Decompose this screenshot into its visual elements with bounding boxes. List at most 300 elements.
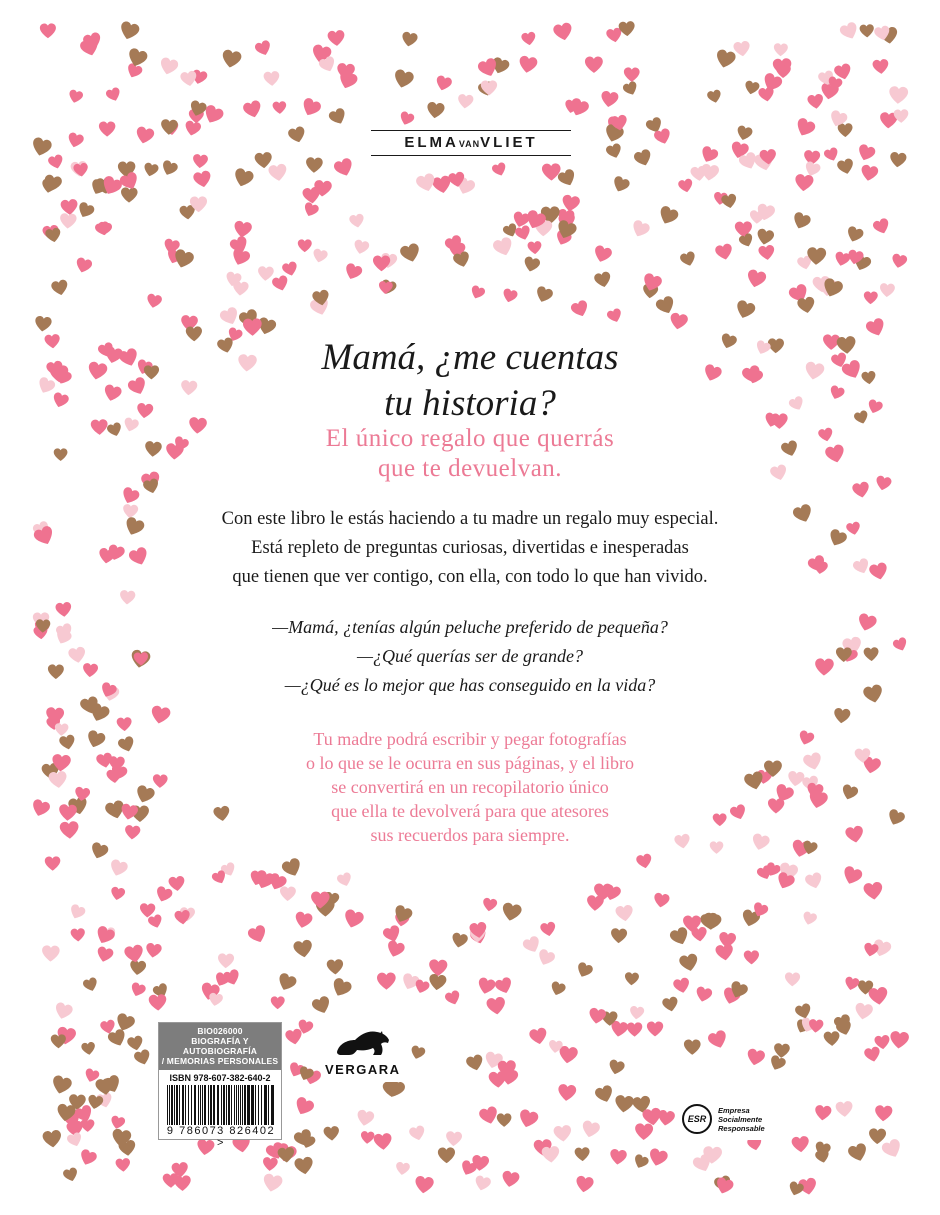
heart-icon: [284, 1028, 305, 1047]
heart-icon: [291, 939, 314, 960]
heart-icon: [552, 1124, 573, 1144]
heart-icon: [868, 1127, 887, 1145]
heart-icon: [207, 992, 224, 1008]
heart-icon: [793, 115, 819, 140]
heart-icon: [189, 196, 208, 213]
heart-icon: [58, 733, 78, 751]
heart-icon: [623, 67, 641, 83]
heart-icon: [118, 802, 139, 822]
heart-icon: [270, 996, 286, 1010]
heart-icon: [706, 1028, 731, 1052]
heart-icon: [144, 441, 164, 459]
heart-icon: [626, 1022, 643, 1038]
question-item: —¿Qué es lo mejor que has conseguido en la vida?: [284, 675, 656, 695]
heart-icon: [861, 683, 886, 706]
esr-logo: [680, 1100, 790, 1140]
heart-icon: [341, 908, 366, 932]
heart-icon: [372, 1133, 393, 1152]
barcode-digits: 9 786073 826402 >: [166, 1125, 276, 1149]
heart-icon: [246, 923, 271, 947]
author-connector: VAN: [458, 139, 481, 149]
heart-icon: [128, 981, 148, 1000]
heart-icon: [779, 439, 801, 460]
esr-badge-icon: ESR: [682, 1104, 712, 1134]
barcode-bar: [213, 1085, 215, 1125]
barcode-bar: [198, 1085, 199, 1125]
heart-icon: [58, 212, 77, 230]
heart-icon: [709, 841, 724, 855]
heart-icon: [291, 1095, 317, 1120]
heart-icon: [500, 901, 524, 924]
barcode-bar: [204, 1085, 206, 1125]
heart-icon: [162, 237, 182, 256]
heart-icon: [292, 910, 314, 931]
heart-icon: [70, 928, 87, 943]
heart-icon: [862, 881, 885, 902]
heart-icon: [52, 1001, 75, 1022]
barcode-bar: [261, 1085, 262, 1125]
heart-icon: [279, 885, 297, 901]
esr-label: [718, 1106, 790, 1133]
heart-icon: [144, 941, 163, 959]
heart-icon: [171, 1161, 190, 1179]
heart-icon: [805, 782, 825, 801]
heart-icon: [133, 652, 149, 667]
author-last: VLIET: [480, 134, 538, 151]
barcode-bar: [251, 1085, 254, 1125]
heart-icon: [450, 931, 470, 950]
heart-icon: [272, 101, 288, 116]
barcode-bar: [176, 1085, 178, 1125]
heart-icon: [359, 1131, 375, 1146]
category-band: [159, 1023, 281, 1070]
heart-icon: [758, 148, 778, 166]
heart-icon: [879, 282, 897, 298]
barcode-bar: [200, 1085, 201, 1125]
heart-icon: [348, 212, 366, 229]
heart-icon: [573, 1146, 590, 1162]
author-name: [371, 134, 571, 153]
heart-icon: [491, 161, 510, 179]
heart-icon: [683, 1039, 702, 1056]
heart-icon: [191, 169, 213, 190]
heart-icon: [548, 980, 567, 998]
brand-bottom-rule: [371, 155, 571, 156]
heart-icon: [77, 37, 101, 60]
heart-icon: [728, 803, 749, 823]
barcode-bar: [240, 1085, 241, 1125]
heart-icon: [116, 735, 138, 755]
heart-icon: [521, 255, 542, 274]
barcode-bar: [223, 1085, 225, 1125]
heart-icon: [397, 110, 416, 128]
heart-icon: [718, 332, 739, 352]
barcode-bar: [194, 1085, 196, 1125]
heart-icon: [487, 1070, 508, 1089]
heart-icon: [217, 305, 242, 329]
heart-icon: [541, 1145, 562, 1164]
heart-icon: [500, 287, 519, 305]
heart-icon: [286, 125, 308, 146]
heart-icon: [219, 48, 243, 70]
sample-questions: [230, 613, 710, 700]
barcode-bar: [171, 1085, 173, 1125]
heart-icon: [744, 268, 768, 291]
heart-icon: [493, 975, 515, 996]
heart-icon: [796, 296, 818, 316]
heart-icon: [413, 1175, 435, 1196]
heart-icon: [341, 262, 364, 284]
heart-icon: [773, 43, 789, 58]
heart-icon: [43, 334, 61, 351]
heart-icon: [275, 971, 300, 995]
heart-icon: [677, 952, 701, 974]
heart-icon: [101, 382, 124, 403]
barcode-bar: [167, 1085, 168, 1125]
heart-icon: [762, 411, 782, 429]
heart-icon: [806, 93, 825, 111]
heart-icon: [301, 201, 321, 220]
heart-icon: [143, 365, 160, 380]
barcode-bar: [188, 1085, 189, 1125]
heart-icon: [599, 90, 620, 110]
heart-icon: [713, 48, 738, 71]
heart-icon: [297, 239, 313, 253]
heart-icon: [538, 921, 557, 939]
heart-icon: [628, 218, 652, 241]
barcode-bar: [217, 1085, 219, 1125]
heart-icon: [823, 443, 848, 466]
barcode-bar: [226, 1085, 227, 1125]
heart-icon: [608, 1148, 628, 1167]
heart-icon: [298, 95, 323, 119]
heart-icon: [757, 86, 776, 104]
barcode-bar: [258, 1085, 259, 1125]
heart-icon: [391, 68, 416, 92]
heart-icon: [97, 546, 117, 565]
barcode-bar: [264, 1085, 267, 1125]
heart-icon: [593, 1083, 617, 1105]
heart-icon: [671, 976, 692, 995]
heart-icon: [147, 994, 168, 1013]
heart-icon: [557, 1083, 579, 1103]
heart-icon: [231, 166, 256, 190]
heart-icon: [646, 1021, 664, 1037]
subtitle-line-1: El único regalo que querrás: [325, 425, 615, 452]
heart-icon: [355, 1109, 376, 1129]
heart-icon: [115, 717, 132, 733]
barcode-bar: [234, 1085, 235, 1125]
barcode-bar: [238, 1085, 239, 1125]
heart-icon: [65, 131, 85, 150]
heart-icon: [515, 1107, 540, 1130]
heart-icon: [34, 618, 51, 633]
heart-icon: [121, 515, 147, 539]
heart-icon: [464, 1052, 486, 1073]
heart-icon: [801, 751, 825, 773]
barcode-bar: [236, 1085, 237, 1125]
heart-icon: [117, 1139, 137, 1158]
jaguar-icon: [333, 1022, 393, 1060]
subtitle-line-2: que te devuelvan.: [377, 455, 563, 482]
heart-icon: [803, 871, 825, 892]
heart-icon: [322, 1125, 340, 1142]
heart-icon: [468, 921, 489, 940]
heart-icon: [50, 279, 71, 298]
heart-icon: [372, 255, 391, 272]
heart-icon: [443, 989, 463, 1008]
heart-icon: [73, 786, 92, 803]
barcode-bar: [210, 1085, 212, 1125]
heart-icon: [126, 545, 151, 569]
heart-icon: [425, 101, 446, 121]
heart-icon: [90, 418, 109, 436]
heart-icon: [889, 252, 908, 270]
heart-icon: [604, 142, 624, 161]
barcode-bar: [185, 1085, 186, 1125]
heart-icon: [407, 1124, 427, 1143]
heart-icon: [109, 886, 127, 903]
esr-label-line: Socialmente: [718, 1115, 763, 1124]
heart-icon: [39, 23, 57, 39]
heart-icon: [77, 1148, 99, 1169]
heart-icon: [49, 1034, 66, 1049]
question-item: —¿Qué querías ser de grande?: [357, 646, 583, 666]
closing-line: sus recuerdos para siempre.: [370, 825, 570, 845]
heart-icon: [859, 163, 880, 183]
barcode-bar: [221, 1085, 222, 1125]
heart-icon: [179, 380, 198, 398]
heart-icon: [378, 280, 394, 295]
book-subtitle: [220, 424, 720, 484]
heart-icon: [668, 311, 690, 332]
heart-icon: [579, 1119, 602, 1140]
heart-icon: [634, 1122, 655, 1141]
heart-icon: [148, 704, 172, 726]
heart-icon: [159, 119, 178, 137]
heart-icon: [304, 156, 323, 173]
heart-icon: [437, 1147, 456, 1165]
heart-icon: [332, 156, 357, 180]
heart-icon: [468, 283, 487, 301]
heart-icon: [835, 336, 858, 357]
heart-icon: [480, 80, 498, 97]
heart-icon: [660, 996, 680, 1014]
heart-icon: [854, 747, 872, 764]
heart-icon: [326, 106, 349, 128]
closing-paragraph: [230, 727, 710, 847]
heart-icon: [152, 774, 169, 789]
heart-icon: [837, 20, 861, 43]
heart-icon: [806, 246, 828, 266]
heart-icon: [871, 58, 890, 76]
category-code: BIO026000: [197, 1026, 243, 1036]
heart-icon: [605, 307, 625, 326]
heart-icon: [472, 1174, 492, 1193]
heart-icon: [655, 1108, 676, 1127]
heart-icon: [610, 174, 632, 195]
publisher-name: VERGARA: [325, 1062, 401, 1077]
heart-icon: [787, 770, 807, 788]
heart-icon: [867, 986, 890, 1007]
heart-icon: [682, 915, 702, 933]
heart-icon: [624, 971, 640, 986]
heart-icon: [157, 56, 180, 78]
heart-icon: [547, 1039, 564, 1054]
isbn-text: ISBN 978-607-382-640-2: [169, 1073, 271, 1083]
heart-icon: [755, 202, 778, 223]
heart-icon: [50, 391, 71, 411]
heart-icon: [846, 1142, 871, 1165]
heart-icon: [791, 1135, 812, 1154]
heart-icon: [631, 147, 654, 169]
heart-icon: [541, 163, 562, 182]
title-line-2: tu historia?: [384, 383, 556, 424]
heart-icon: [53, 448, 68, 462]
heart-icon: [81, 976, 100, 994]
heart-icon: [72, 162, 90, 178]
heart-icon: [720, 192, 739, 210]
paragraph-line: Con este libro le estás haciendo a tu madre un regalo muy especial.: [221, 509, 719, 529]
heart-icon: [520, 31, 537, 47]
heart-icon: [352, 238, 371, 256]
heart-icon: [527, 240, 543, 255]
heart-icon: [814, 658, 835, 677]
heart-icon: [446, 170, 466, 189]
barcode-bar: [169, 1085, 170, 1125]
heart-icon: [827, 384, 846, 402]
heart-icon: [693, 985, 714, 1004]
heart-icon: [433, 74, 454, 93]
heart-icon: [336, 62, 357, 81]
heart-icon: [817, 426, 835, 443]
heart-icon: [496, 1113, 512, 1128]
heart-icon: [844, 824, 866, 845]
heart-icon: [310, 891, 331, 910]
esr-label-line: Empresa: [718, 1106, 750, 1115]
heart-icon: [397, 242, 423, 266]
heart-icon: [646, 1147, 670, 1170]
barcode-bar: [208, 1085, 209, 1125]
heart-icon: [400, 31, 419, 49]
closing-line: Tu madre podrá escribir y pegar fotografías: [313, 729, 627, 749]
barcode-box: [158, 1022, 282, 1149]
heart-icon: [325, 959, 344, 976]
heart-icon: [260, 1173, 284, 1196]
heart-icon: [326, 29, 346, 47]
description-paragraph: [150, 505, 790, 592]
publisher-logo: [325, 1022, 400, 1082]
heart-icon: [652, 892, 671, 910]
heart-icon: [123, 824, 141, 841]
heart-icon: [808, 1018, 825, 1034]
heart-icon: [873, 1105, 893, 1123]
heart-icon: [584, 56, 604, 74]
closing-line: que ella te devolverá para que atesores: [331, 801, 609, 821]
heart-icon: [855, 611, 879, 634]
heart-icon: [451, 250, 472, 270]
barcode-bar: [191, 1085, 192, 1125]
heart-icon: [54, 621, 75, 641]
heart-icon: [383, 939, 406, 961]
heart-icon: [889, 151, 909, 169]
heart-icon: [711, 813, 727, 827]
heart-icon: [83, 728, 107, 751]
heart-icon: [135, 402, 155, 420]
category-line-2: / MEMORIAS PERSONALES: [161, 1056, 279, 1066]
heart-icon: [394, 1161, 411, 1177]
heart-icon: [613, 903, 634, 923]
heart-icon: [655, 204, 681, 229]
heart-icon: [871, 216, 893, 237]
barcode-bar: [228, 1085, 230, 1125]
heart-icon: [86, 361, 110, 383]
heart-icon: [834, 1100, 854, 1118]
heart-icon: [96, 221, 114, 237]
heart-icon: [82, 662, 100, 678]
heart-icon: [165, 442, 186, 461]
heart-icon: [757, 244, 777, 262]
barcode-bar: [182, 1085, 184, 1125]
heart-icon: [106, 857, 129, 879]
heart-icon: [801, 910, 819, 927]
title-line-1: Mamá, ¿me cuentas: [321, 337, 619, 378]
heart-icon: [617, 21, 636, 38]
heart-icon: [29, 798, 52, 820]
book-title: [220, 335, 720, 427]
heart-icon: [499, 1169, 521, 1189]
heart-icon: [310, 994, 334, 1017]
heart-icon: [606, 1058, 626, 1077]
heart-icon: [88, 841, 111, 863]
heart-icon: [311, 248, 330, 266]
heart-icon: [104, 86, 123, 104]
heart-icon: [689, 165, 708, 183]
heart-icon: [516, 55, 539, 76]
heart-icon: [705, 89, 723, 106]
heart-icon: [813, 1104, 833, 1122]
heart-icon: [142, 162, 161, 179]
heart-icon: [574, 960, 595, 980]
heart-icon: [835, 646, 853, 662]
barcode-bar: [174, 1085, 175, 1125]
heart-icon: [768, 463, 790, 483]
heart-icon: [591, 243, 614, 265]
heart-icon: [108, 1114, 126, 1131]
heart-icon: [485, 996, 508, 1017]
barcode-bar: [247, 1085, 250, 1125]
heart-icon: [121, 416, 140, 434]
heart-icon: [889, 1030, 911, 1051]
heart-icon: [863, 316, 888, 340]
barcode-bar: [202, 1085, 203, 1125]
heart-icon: [141, 477, 161, 496]
heart-icon: [743, 949, 760, 965]
heart-icon: [592, 270, 613, 290]
heart-icon: [851, 481, 872, 501]
heart-icon: [335, 871, 354, 889]
heart-icon: [744, 1047, 767, 1068]
author-first: ELMA: [404, 134, 459, 151]
heart-icon: [749, 832, 772, 853]
heart-icon: [139, 903, 157, 919]
barcode-bar: [271, 1085, 274, 1125]
heart-icon: [445, 1131, 464, 1148]
heart-icon: [527, 1026, 549, 1046]
esr-label-line: Responsable: [718, 1124, 765, 1133]
heart-icon: [835, 157, 856, 177]
heart-icon: [834, 1019, 854, 1038]
